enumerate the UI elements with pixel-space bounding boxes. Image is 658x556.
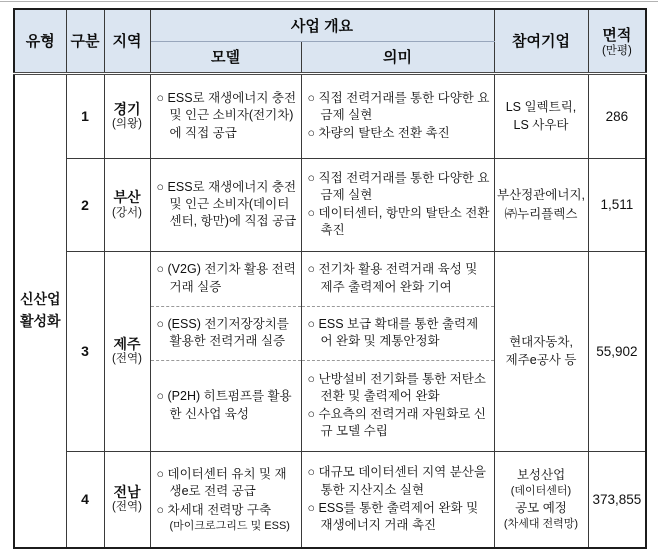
row-3-model-p2h: ○ (P2H) 히트펌프를 활용한 신사업 육성 [150, 360, 301, 451]
row-4-companies: 보성산업 (데이터센터) 공모 예정 (차세대 전력망) [494, 451, 588, 548]
row-4-model: ○ 데이터센터 유치 및 재생e로 전력 공급 ○ 차세대 전력망 구축 (마이크로그리드 및 ESS) [150, 451, 301, 548]
row-3-region: 제주 (전역) [104, 251, 150, 451]
row-1-model: ○ ESS로 재생에너지 충전 및 인근 소비자(전기차)에 직접 공급 [150, 73, 301, 158]
row-4-region: 전남 (전역) [104, 451, 150, 548]
row-3-meaning-ess: ○ ESS 보급 확대를 통한 출력제어 완화 및 계통안정화 [301, 306, 494, 360]
row-4-meaning: ○ 대규모 데이터센터 지역 분산을 통한 지산지소 실현 ○ ESS를 통한 출력제어 완화 및 재생에너지 거래 촉진 [301, 451, 494, 548]
row-3-companies: 현대자동차, 제주e공사 등 [494, 251, 588, 451]
row-1-meaning: ○ 직접 전력거래를 통한 다양한 요금제 실현 ○ 차량의 탈탄소 전환 촉진 [301, 73, 494, 158]
category-line-1: 신산업 [19, 291, 61, 308]
header-overview: 사업 개요 [150, 9, 494, 41]
row-3-model-v2g: ○ (V2G) 전기차 활용 전력거래 실증 [150, 251, 301, 306]
row-2-companies: 부산정관에너지, ㈜누리플렉스 [494, 158, 588, 251]
header-area [588, 9, 646, 73]
table-row [14, 158, 646, 251]
row-3-area: 55,902 [588, 251, 646, 451]
row-4-area: 373,855 [588, 451, 646, 548]
header-area-label: 면적 [602, 26, 632, 44]
header-meaning: 의미 [301, 41, 494, 73]
header-type: 유형 [14, 9, 66, 73]
row-1-companies: LS 일렉트릭, LS 사우타 [494, 73, 588, 158]
header-no: 구분 [66, 9, 104, 73]
row-3-model-ess: ○ (ESS) 전기저장장치를 활용한 전력거래 실증 [150, 306, 301, 360]
page-top-divider [0, 1, 658, 2]
table-row [14, 73, 646, 158]
row-1-area: 286 [588, 73, 646, 158]
row-1-no: 1 [66, 73, 104, 158]
new-industry-program-table [13, 8, 647, 549]
header-area-unit: (만평) [601, 44, 632, 57]
row-1-region: 경기 (의왕) [104, 73, 150, 158]
table-row [14, 451, 646, 548]
row-3-meaning-p2h: ○ 난방설비 전기화를 통한 저탄소 전환 및 출력제어 완화 ○ 수요측의 전력거래 자원화로 신규 모델 수립 [301, 360, 494, 451]
header-row-1 [14, 9, 646, 41]
row-2-model: ○ ESS로 재생에너지 충전 및 인근 소비자(데이터센터, 항만)에 직접 공급 [150, 158, 301, 251]
table-row [14, 251, 646, 306]
category-line-2: 활성화 [19, 312, 61, 329]
row-4-no: 4 [66, 451, 104, 548]
header-companies: 참여기업 [494, 9, 588, 73]
header-model: 모델 [150, 41, 301, 73]
row-2-meaning: ○ 직접 전력거래를 통한 다양한 요금제 실현 ○ 데이터센터, 항만의 탈탄소 전환 촉진 [301, 158, 494, 251]
row-2-region: 부산 (강서) [104, 158, 150, 251]
row-2-area: 1,511 [588, 158, 646, 251]
row-3-meaning-v2g: ○ 전기차 활용 전력거래 육성 및 제주 출력제어 완화 기여 [301, 251, 494, 306]
row-2-no: 2 [66, 158, 104, 251]
category-cell [14, 73, 66, 548]
row-3-no: 3 [66, 251, 104, 451]
header-region: 지역 [104, 9, 150, 73]
